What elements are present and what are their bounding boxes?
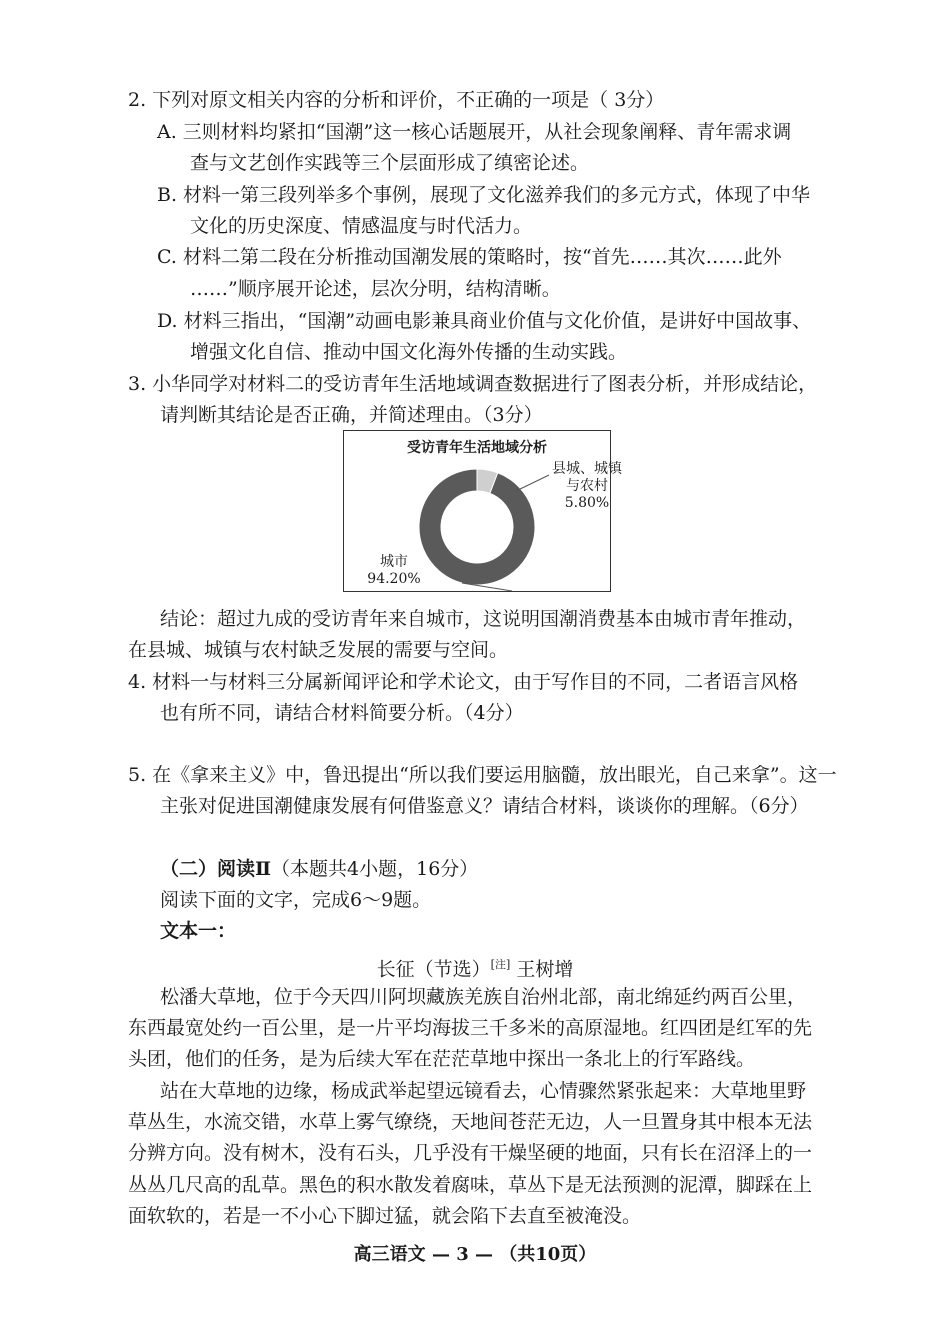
label-city [344,554,444,588]
q3-stem: 3. 小华同学对材料二的受访青年生活地域调查数据进行了图表分析，并形成结论， [128,373,818,395]
section2-instruction: 阅读下面的文字，完成6～9题。 [160,889,432,911]
text-one-label: 文本一： [160,920,237,942]
passage-author: 王树增 [516,958,574,981]
passage-title: 长征（节选） [376,958,491,981]
passage-p2-line2: 草丛生，水流交错，水草上雾气缭绕，天地间苍茫无边，人一旦置身其中根本无法 [128,1111,813,1133]
q3-conclusion: 结论：超过九成的受访青年来自城市，这说明国潮消费基本由城市青年推动， [160,608,807,630]
q5-stem: 5. 在《拿来主义》中，鲁迅提出“所以我们要运用脑髓，放出眼光，自己来拿”。这一 [128,764,837,786]
passage-p2-line3: 分辨方向。没有树木，没有石头，几乎没有干燥坚硬的地面，只有长在沼泽上的一 [128,1142,813,1164]
passage-p1-line1: 松潘大草地，位于今天四川阿坝藏族羌族自治州北部，南北绵延约两百公里， [160,986,807,1008]
label-rural-name: 县城、城镇与农村 [552,461,622,494]
section2-heading-bold: （二）阅读Ⅱ [160,858,272,880]
q4-stem: 4. 材料一与材料三分属新闻评论和学术论文，由于写作目的不同，二者语言风格 [128,671,799,693]
leader-line-rural [516,475,549,491]
passage-p2-line5: 面软软的，若是一不小心下脚过猛，就会陷下去直至被淹没。 [128,1205,642,1227]
q2-option-b-cont: 文化的历史深度、情感温度与时代活力。 [190,215,533,237]
q2-option-a: A. 三则材料均紧扣“国潮”这一核心话题展开，从社会现象阐释、青年需求调 [157,121,792,143]
q2-option-a-cont: 查与文艺创作实践等三个层面形成了缜密论述。 [190,152,590,174]
passage-p1-line3: 头团，他们的任务，是为后续大军在茫茫草地中探出一条北上的行军路线。 [128,1048,756,1070]
q3-conclusion-cont: 在县城、城镇与农村缺乏发展的需要与空间。 [128,639,509,661]
q5-stem-cont: 主张对促进国潮健康发展有何借鉴意义？请结合材料，谈谈你的理解。（6分） [160,795,809,817]
label-city-value: 94.20% [367,571,421,587]
passage-title-line [0,951,950,983]
label-rural-value: 5.80% [564,495,610,511]
page-footer: 高三语文 — 3 — （共10页） [353,1244,597,1265]
q4-stem-cont: 也有所不同，请结合材料简要分析。（4分） [160,702,524,724]
q2-stem: 2. 下列对原文相关内容的分析和评价，不正确的一项是（ 3分） [128,89,665,111]
label-rural [552,461,642,512]
q2-option-c: C. 材料二第二段在分析推动国潮发展的策略时，按“首先……其次……此外 [157,246,782,268]
passage-note-mark: [注] [490,958,511,971]
chart-title: 受访青年生活地域分析 [407,440,547,456]
passage-p2-line1: 站在大草地的边缘，杨成武举起望远镜看去，心情骤然紧张起来：大草地里野 [160,1080,807,1102]
section2-heading-rest: （本题共4小题，16分） [271,858,479,880]
donut-chart [343,430,622,592]
q2-option-d: D. 材料三指出，“国潮”动画电影兼具商业价值与文化价值，是讲好中国故事、 [157,310,812,332]
passage-p2-line4: 丛丛几尺高的乱草。黑色的积水散发着腐味，草丛下是无法预测的泥潭，脚踩在上 [128,1174,813,1196]
section2-heading [160,855,478,883]
q2-option-b: B. 材料一第三段列举多个事例，展现了文化滋养我们的多元方式，体现了中华 [157,184,811,206]
q2-option-d-cont: 增强文化自信、推动中国文化海外传播的生动实践。 [190,341,628,363]
passage-p1-line2: 东西最宽处约一百公里，是一片平均海拔三千多米的高原湿地。红四团是红军的先 [128,1017,813,1039]
q3-stem-cont: 请判断其结论是否正确，并简述理由。（3分） [160,404,543,426]
q2-option-c-cont: ……”顺序展开论述，层次分明，结构清晰。 [190,278,561,300]
label-city-name: 城市 [380,554,408,570]
